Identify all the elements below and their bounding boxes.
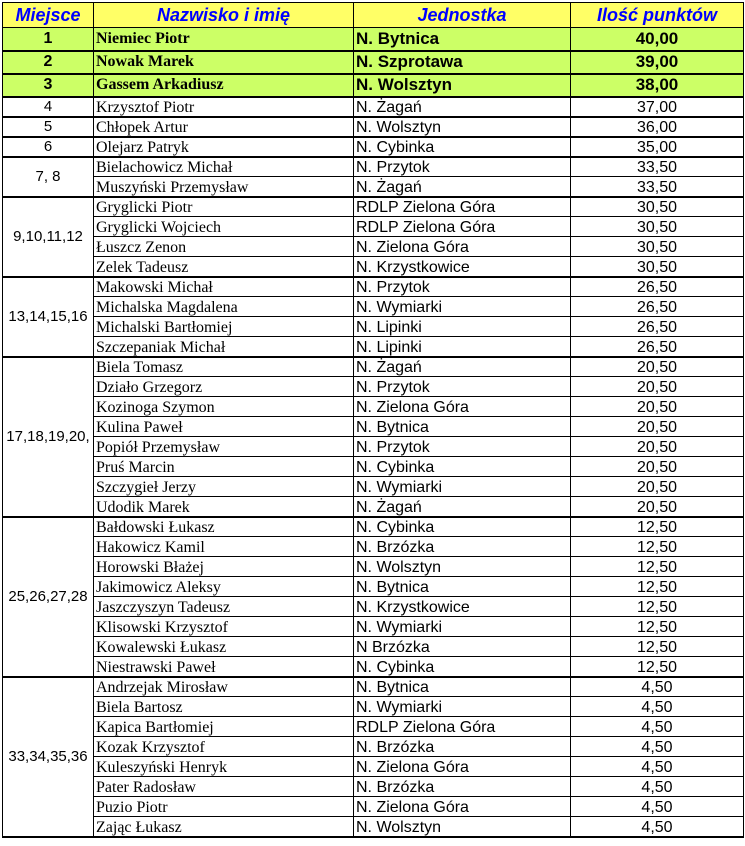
table-row (3, 317, 744, 337)
unit-cell: N. Szprotawa (354, 51, 571, 74)
place-cell: 25,26,27,28 (3, 517, 94, 677)
table-row (3, 537, 744, 557)
table-row (3, 97, 744, 117)
unit-cell: RDLP Zielona Góra (354, 217, 571, 237)
unit-cell: N. Przytok (354, 437, 571, 457)
points-cell: 4,50 (571, 737, 744, 757)
points-cell: 12,50 (571, 597, 744, 617)
unit-cell: RDLP Zielona Góra (354, 197, 571, 217)
table-row (3, 717, 744, 737)
points-cell: 4,50 (571, 777, 744, 797)
unit-cell: N. Wymiarki (354, 297, 571, 317)
unit-cell: N. Lipinki (354, 337, 571, 357)
name-cell: Szczygieł Jerzy (94, 477, 354, 497)
unit-cell: N. Bytnica (354, 577, 571, 597)
unit-cell: N. Przytok (354, 277, 571, 297)
name-cell: Kapica Bartłomiej (94, 717, 354, 737)
name-cell: Muszyński Przemysław (94, 177, 354, 197)
unit-cell: N. Wymiarki (354, 477, 571, 497)
table-row (3, 597, 744, 617)
unit-cell: N. Zielona Góra (354, 757, 571, 777)
table-row (3, 417, 744, 437)
points-cell: 30,50 (571, 217, 744, 237)
points-cell: 20,50 (571, 357, 744, 377)
place-cell: 33,34,35,36 (3, 677, 94, 837)
unit-cell: N. Wolsztyn (354, 817, 571, 837)
points-cell: 12,50 (571, 517, 744, 537)
name-cell: Hakowicz Kamil (94, 537, 354, 557)
name-cell: Łuszcz Zenon (94, 237, 354, 257)
points-cell: 12,50 (571, 637, 744, 657)
name-cell: Krzysztof Piotr (94, 97, 354, 117)
points-cell: 12,50 (571, 557, 744, 577)
unit-cell: N. Lipinki (354, 317, 571, 337)
points-cell: 20,50 (571, 397, 744, 417)
points-cell: 20,50 (571, 417, 744, 437)
points-cell: 12,50 (571, 657, 744, 677)
table-row (3, 697, 744, 717)
table-row (3, 817, 744, 837)
table-row (3, 197, 744, 217)
table-row (3, 477, 744, 497)
table-row (3, 257, 744, 277)
place-cell: 6 (3, 137, 94, 157)
name-cell: Pater Radosław (94, 777, 354, 797)
name-cell: Popiół Przemysław (94, 437, 354, 457)
unit-cell: N. Wymiarki (354, 697, 571, 717)
unit-cell: N. Wolsztyn (354, 117, 571, 137)
name-cell: Kozinoga Szymon (94, 397, 354, 417)
unit-cell: N. Cybinka (354, 457, 571, 477)
header-unit: Jednostka (354, 3, 571, 28)
unit-cell: N. Bytnica (354, 677, 571, 697)
name-cell: Olejarz Patryk (94, 137, 354, 157)
points-cell: 30,50 (571, 257, 744, 277)
unit-cell: N. Żagań (354, 97, 571, 117)
table-row (3, 757, 744, 777)
header-row (3, 3, 744, 28)
points-cell: 36,00 (571, 117, 744, 137)
unit-cell: N. Krzystkowice (354, 257, 571, 277)
unit-cell: N. Żagań (354, 497, 571, 517)
name-cell: Niemiec Piotr (94, 28, 354, 51)
table-row (3, 337, 744, 357)
points-cell: 4,50 (571, 717, 744, 737)
unit-cell: N. Wolsztyn (354, 74, 571, 97)
name-cell: Biela Bartosz (94, 697, 354, 717)
name-cell: Szczepaniak Michał (94, 337, 354, 357)
table-row (3, 517, 744, 537)
name-cell: Udodik Marek (94, 497, 354, 517)
table-row (3, 677, 744, 697)
name-cell: Klisowski Krzysztof (94, 617, 354, 637)
table-row (3, 74, 744, 97)
points-cell: 12,50 (571, 617, 744, 637)
place-cell: 9,10,11,12 (3, 197, 94, 277)
unit-cell: N. Żagań (354, 357, 571, 377)
table-row (3, 277, 744, 297)
table-row (3, 497, 744, 517)
table-row (3, 657, 744, 677)
points-cell: 37,00 (571, 97, 744, 117)
points-cell: 30,50 (571, 197, 744, 217)
points-cell: 20,50 (571, 497, 744, 517)
name-cell: Makowski Michał (94, 277, 354, 297)
name-cell: Biela Tomasz (94, 357, 354, 377)
points-cell: 4,50 (571, 697, 744, 717)
name-cell: Horowski Błażej (94, 557, 354, 577)
table-row (3, 237, 744, 257)
unit-cell: RDLP Zielona Góra (354, 717, 571, 737)
points-cell: 20,50 (571, 437, 744, 457)
name-cell: Bielachowicz Michał (94, 157, 354, 177)
place-cell: 1 (3, 28, 94, 51)
place-cell: 5 (3, 117, 94, 137)
unit-cell: N. Bytnica (354, 28, 571, 51)
name-cell: Działo Grzegorz (94, 377, 354, 397)
points-cell: 30,50 (571, 237, 744, 257)
table-row (3, 137, 744, 157)
header-points: Ilość punktów (571, 3, 744, 28)
points-cell: 26,50 (571, 337, 744, 357)
points-cell: 26,50 (571, 317, 744, 337)
table-row (3, 617, 744, 637)
table-row (3, 157, 744, 177)
header-place: Miejsce (3, 3, 94, 28)
table-row (3, 177, 744, 197)
table-row (3, 437, 744, 457)
unit-cell: N. Przytok (354, 377, 571, 397)
name-cell: Pruś Marcin (94, 457, 354, 477)
points-cell: 20,50 (571, 457, 744, 477)
unit-cell: N. Brzózka (354, 537, 571, 557)
place-cell: 2 (3, 51, 94, 74)
table-row (3, 51, 744, 74)
unit-cell: N Brzózka (354, 637, 571, 657)
points-cell: 4,50 (571, 797, 744, 817)
points-cell: 4,50 (571, 677, 744, 697)
place-cell: 13,14,15,16 (3, 277, 94, 357)
table-row (3, 797, 744, 817)
name-cell: Bałdowski Łukasz (94, 517, 354, 537)
name-cell: Kowalewski Łukasz (94, 637, 354, 657)
unit-cell: N. Brzózka (354, 777, 571, 797)
table-row (3, 737, 744, 757)
name-cell: Jakimowicz Aleksy (94, 577, 354, 597)
table-row (3, 28, 744, 51)
name-cell: Zając Łukasz (94, 817, 354, 837)
unit-cell: N. Cybinka (354, 657, 571, 677)
unit-cell: N. Brzózka (354, 737, 571, 757)
name-cell: Niestrawski Paweł (94, 657, 354, 677)
unit-cell: N. Zielona Góra (354, 797, 571, 817)
unit-cell: N. Cybinka (354, 137, 571, 157)
unit-cell: N. Żagań (354, 177, 571, 197)
points-cell: 35,00 (571, 137, 744, 157)
name-cell: Nowak Marek (94, 51, 354, 74)
points-cell: 12,50 (571, 577, 744, 597)
points-cell: 4,50 (571, 817, 744, 837)
name-cell: Chłopek Artur (94, 117, 354, 137)
unit-cell: N. Zielona Góra (354, 237, 571, 257)
unit-cell: N. Zielona Góra (354, 397, 571, 417)
table-row (3, 637, 744, 657)
results-table (2, 2, 744, 838)
table-row (3, 457, 744, 477)
unit-cell: N. Cybinka (354, 517, 571, 537)
place-cell: 4 (3, 97, 94, 117)
results-body (3, 28, 744, 837)
name-cell: Kuleszyński Henryk (94, 757, 354, 777)
table-row (3, 297, 744, 317)
points-cell: 12,50 (571, 537, 744, 557)
table-row (3, 557, 744, 577)
points-cell: 4,50 (571, 757, 744, 777)
unit-cell: N. Krzystkowice (354, 597, 571, 617)
table-row (3, 117, 744, 137)
points-cell: 20,50 (571, 477, 744, 497)
name-cell: Puzio Piotr (94, 797, 354, 817)
table-row (3, 777, 744, 797)
table-row (3, 357, 744, 377)
points-cell: 20,50 (571, 377, 744, 397)
unit-cell: N. Wymiarki (354, 617, 571, 637)
name-cell: Kozak Krzysztof (94, 737, 354, 757)
name-cell: Michalski Bartłomiej (94, 317, 354, 337)
name-cell: Andrzejak Mirosław (94, 677, 354, 697)
name-cell: Gryglicki Piotr (94, 197, 354, 217)
table-row (3, 577, 744, 597)
points-cell: 26,50 (571, 297, 744, 317)
name-cell: Gassem Arkadiusz (94, 74, 354, 97)
points-cell: 33,50 (571, 157, 744, 177)
place-cell: 3 (3, 74, 94, 97)
points-cell: 38,00 (571, 74, 744, 97)
name-cell: Zelek Tadeusz (94, 257, 354, 277)
points-cell: 40,00 (571, 28, 744, 51)
place-cell: 17,18,19,20, (3, 357, 94, 517)
header-name: Nazwisko i imię (94, 3, 354, 28)
name-cell: Kulina Paweł (94, 417, 354, 437)
name-cell: Michalska Magdalena (94, 297, 354, 317)
unit-cell: N. Bytnica (354, 417, 571, 437)
table-row (3, 397, 744, 417)
points-cell: 26,50 (571, 277, 744, 297)
points-cell: 33,50 (571, 177, 744, 197)
place-cell: 7, 8 (3, 157, 94, 197)
name-cell: Gryglicki Wojciech (94, 217, 354, 237)
table-row (3, 377, 744, 397)
unit-cell: N. Przytok (354, 157, 571, 177)
table-row (3, 217, 744, 237)
name-cell: Jaszczyszyn Tadeusz (94, 597, 354, 617)
points-cell: 39,00 (571, 51, 744, 74)
unit-cell: N. Wolsztyn (354, 557, 571, 577)
